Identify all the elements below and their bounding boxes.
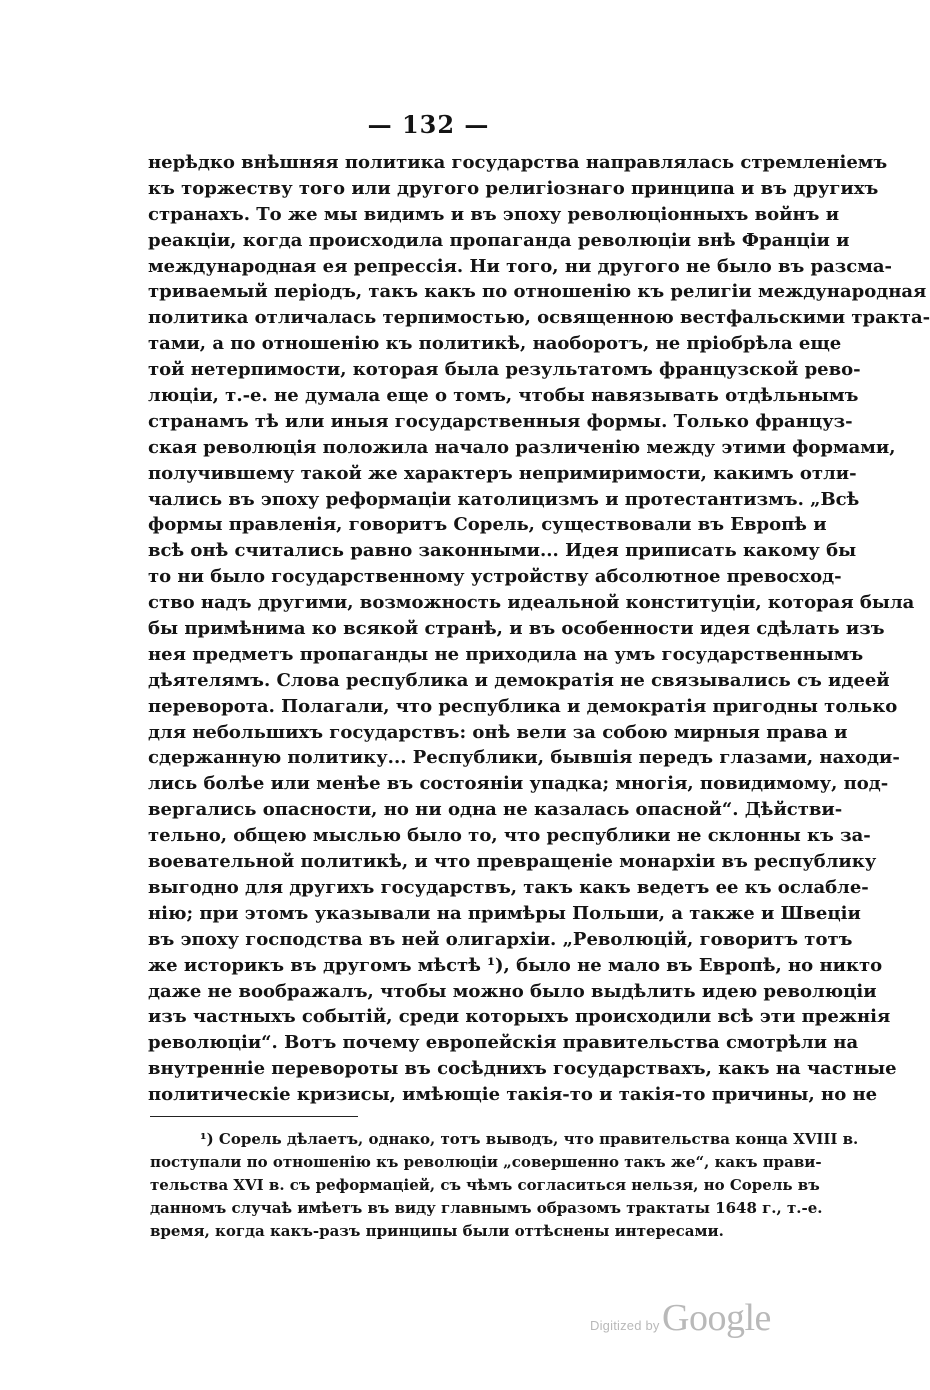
- text-line: сдержанную политику... Республики, бывшія передъ глазами, находи-: [148, 747, 900, 769]
- text-line: чались въ эпоху реформаціи католицизмъ и протестантизмъ. „Всѣ: [148, 488, 860, 510]
- text-line: формы правленія, говоритъ Сорель, существовали въ Европѣ и: [148, 514, 827, 536]
- text-line: нію; при этомъ указывали на примѣры Польши, а также и Швеціи: [148, 902, 861, 924]
- footnote-line: тельства XVI в. съ реформаціей, съ чѣмъ согласиться нельзя, но Сорель въ: [150, 1176, 820, 1194]
- text-line: странахъ. То же мы видимъ и въ эпоху революціонныхъ войнъ и: [148, 203, 840, 225]
- text-line: дѣятелямъ. Слова республика и демократія не связывались съ идеей: [148, 669, 890, 691]
- text-line: изъ частныхъ событій, среди которыхъ происходили всѣ эти прежнія: [148, 1006, 891, 1028]
- text-line: политическіе кризисы, имѣющіе такія-то и такія-то причины, но не: [148, 1084, 878, 1106]
- text-line: международная ея репрессія. Ни того, ни другого не было въ разсма-: [148, 255, 893, 277]
- text-line: политика отличалась терпимостью, освященною вестфальскими тракта-: [148, 307, 930, 329]
- watermark-prefix: Digitized by: [590, 1318, 660, 1333]
- text-line: всѣ онѣ считались равно законными... Идея приписать какому бы: [148, 540, 857, 562]
- text-line: нея предметъ пропаганды не приходила на умъ государственнымъ: [148, 643, 864, 665]
- google-logo: Google: [662, 1297, 771, 1339]
- digitized-watermark: [590, 1296, 790, 1346]
- text-line: лись болѣе или менѣе въ состояніи упадка; многія, повидимому, под-: [148, 773, 889, 795]
- text-line: въ эпоху господства въ ней олигархіи. „Революцій, говоритъ тотъ: [148, 928, 853, 950]
- page-number: — 132 —: [367, 110, 490, 139]
- footnote-line: данномъ случаѣ имѣетъ въ виду главнымъ образомъ трактаты 1648 г., т.-е.: [150, 1199, 823, 1217]
- text-line: даже не воображалъ, чтобы можно было выдѣлить идею революціи: [148, 980, 877, 1002]
- text-line: то ни было государственному устройству абсолютное превосход-: [148, 566, 842, 588]
- text-line: ская революція положила начало различенію между этими формами,: [148, 436, 896, 458]
- text-line: тельно, общею мыслью было то, что республики не склонны къ за-: [148, 825, 871, 847]
- text-line: для небольшихъ государствъ: онѣ вели за собою мирныя права и: [148, 721, 848, 743]
- text-line: къ торжеству того или другого религіознаго принципа и въ другихъ: [148, 177, 879, 199]
- text-line: триваемый періодъ, такъ какъ по отношенію къ религіи международная: [148, 281, 927, 303]
- text-line: нерѣдко внѣшняя политика государства направлялась стремленіемъ: [148, 152, 888, 173]
- footnote-divider: [150, 1116, 358, 1117]
- text-line: переворота. Полагали, что республика и демократія пригодны только: [148, 695, 898, 717]
- text-line: воевательной политикѣ, и что превращеніе монархіи въ республику: [148, 851, 877, 873]
- text-line: странамъ тѣ или иныя государственныя формы. Только француз-: [148, 410, 853, 432]
- text-line: выгодно для другихъ государствъ, такъ какъ ведетъ ее къ ослабле-: [148, 876, 869, 898]
- text-line: тами, а по отношенію къ политикѣ, наоборотъ, не пріобрѣла еще: [148, 333, 842, 355]
- main-text: [148, 150, 930, 1108]
- text-line: люціи, т.-е. не думала еще о томъ, чтобы навязывать отдѣльнымъ: [148, 385, 859, 407]
- footnote-line: ¹) Сорель дѣлаетъ, однако, тотъ выводъ, что правительства конца XVIII в.: [200, 1130, 859, 1148]
- text-line: же историкъ въ другомъ мѣстѣ ¹), было не мало въ Европѣ, но никто: [148, 954, 883, 976]
- text-line: реакціи, когда происходила пропаганда революціи внѣ Франціи и: [148, 229, 850, 251]
- text-line: той нетерпимости, которая была результатомъ французской рево-: [148, 359, 861, 381]
- text-line: получившему такой же характеръ непримиримости, какимъ отли-: [148, 462, 857, 484]
- footnote-line: поступали по отношенію къ революціи „совершенно такъ же“, какъ прави-: [150, 1153, 822, 1171]
- text-line: внутренніе перевороты въ сосѣднихъ государствахъ, какъ на частные: [148, 1058, 897, 1080]
- text-line: ство надъ другими, возможность идеальной конституціи, которая была: [148, 592, 915, 614]
- text-line: бы примѣнима ко всякой странѣ, и въ особенности идея сдѣлать изъ: [148, 618, 885, 640]
- footnote-line: время, когда какъ-разъ принципы были оттѣснены интересами.: [150, 1222, 724, 1240]
- footnote-block: [150, 1128, 859, 1243]
- text-line: вергались опасности, но ни одна не казалась опасной“. Дѣйстви-: [148, 799, 843, 821]
- text-line: революціи“. Вотъ почему европейскія правительства смотрѣли на: [148, 1032, 859, 1054]
